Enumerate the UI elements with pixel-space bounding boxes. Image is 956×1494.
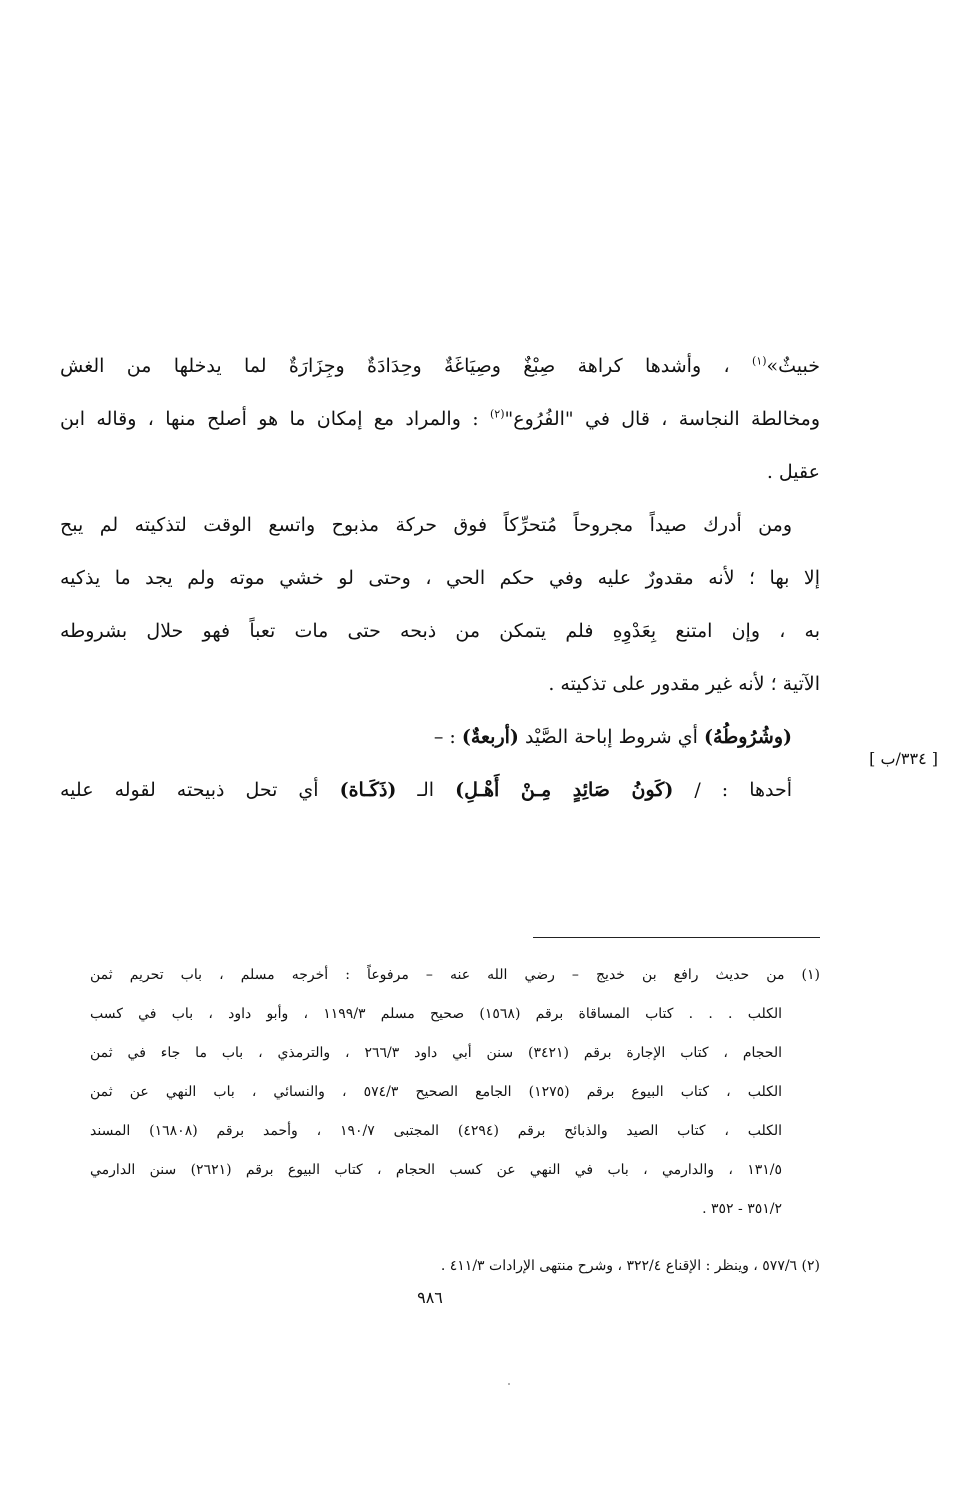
footnote-1-line: (١) من حديث رافع بن خديج – رضي الله عنه – مرفوعاً : أخرجه مسلم ، باب تحريم ثمن <box>90 967 820 983</box>
main-text <box>60 340 820 817</box>
footnote-1-line: الكلب . . . كتاب المساقاة برقم (١٥٦٨) صحيح مسلم ١١٩٩/٣ ، وأبو داود ، باب في كسب <box>90 1006 782 1022</box>
bold-term: (ذَكَـاة) <box>339 779 397 801</box>
text-fragment: أي شروط إباحة الصَّيْد <box>518 726 704 748</box>
text-fragment: : والمراد مع إمكان ما هو أصلح منها ، وقاله ابن <box>60 408 479 430</box>
footnote-ref-2[interactable]: (٢) <box>489 407 505 421</box>
text-fragment: الـ <box>396 779 456 801</box>
text-line-5: إلا بها ؛ لأنه مقدورٌ عليه وفي حكم الحي ، وحتى لو خشي موته ولم يجد ما يذكيه <box>60 567 820 589</box>
text-fragment: أحدها : / <box>673 779 792 801</box>
text-line-1 <box>60 340 820 393</box>
bold-term: (كَونُ صَائِدٍ مِـنْ أَهْـلِ) <box>455 779 674 801</box>
footnote-1-line: الكلب ، كتاب البيوع برقم (١٢٧٥) الجامع الصحيح ٥٧٤/٣ ، والنسائي ، باب النهي عن ثمن <box>90 1084 782 1100</box>
bold-term: (وشُرُوطُهُ) <box>703 726 792 748</box>
footnote-1-line: الكلب ، كتاب الصيد والذبائح برقم (٤٢٩٤) المجتبى ١٩٠/٧ ، وأحمد برقم (١٦٨٠٨) المسند <box>90 1123 782 1139</box>
footnote-divider <box>533 937 820 938</box>
scan-speck <box>508 1383 510 1385</box>
text-line-3: عقيل . <box>766 461 820 483</box>
text-fragment: : – <box>433 726 462 748</box>
footnote-ref-1[interactable]: (١) <box>751 354 767 368</box>
footnotes <box>90 956 820 1286</box>
footnote-gap <box>90 1229 820 1247</box>
text-line-2 <box>60 393 820 446</box>
text-fragment: أي تحل ذبيحته لقوله عليه <box>60 779 340 801</box>
text-fragment: ومخالطة النجاسة ، قال في "الفُرُوع" <box>504 408 821 430</box>
manuscript-folio-marker: [ ٣٣٤/ب ] <box>869 749 938 768</box>
text-line-6: به ، وإن امتنع بِعَدْوِهِ فلم يتمكن من ذبحه حتى مات تعباً فهو حلال بشروطه <box>60 620 820 642</box>
text-line-4: ومن أدرك صيداً مجروحاً مُتحرِّكاً فوق حركة مذبوح واتسع الوقت لتذكيته لم يبح <box>60 514 792 536</box>
text-line-9 <box>60 764 820 817</box>
footnote-1-line: ١٣١/٥ ، والدارمي ، باب في النهي عن كسب الحجام ، كتاب البيوع برقم (٢٦٢١) سنن الدارمي <box>90 1162 782 1178</box>
page-number: ٩٨٦ <box>417 1288 443 1307</box>
footnote-1-line: الحجام ، كتاب الإجارة برقم (٣٤٢١) سنن أبي داود ٢٦٦/٣ ، والترمذي ، باب ما جاء في ثمن <box>90 1045 782 1061</box>
footnote-2: (٢) ٥٧٧/٦ ، وينظر : الإقناع ٣٢٢/٤ ، وشرح منتهى الإرادات ٤١١/٣ . <box>440 1258 820 1274</box>
text-fragment: ، وأشدها كراهة صِبْغٌ وصِيَاغَةٌ وحِدَادَةٌ وجِزَارَةٌ لما يدخلها من الغش <box>60 355 730 377</box>
text-line-8 <box>60 711 820 764</box>
footnote-1-line: ٣٥١/٢ - ٣٥٢ . <box>702 1201 782 1217</box>
text-fragment: خبيثٌ» <box>766 355 820 377</box>
text-line-7: الآتية ؛ لأنه غير مقدور على تذكيته . <box>548 673 820 695</box>
bold-term: (أربعةٌ) <box>461 726 519 748</box>
